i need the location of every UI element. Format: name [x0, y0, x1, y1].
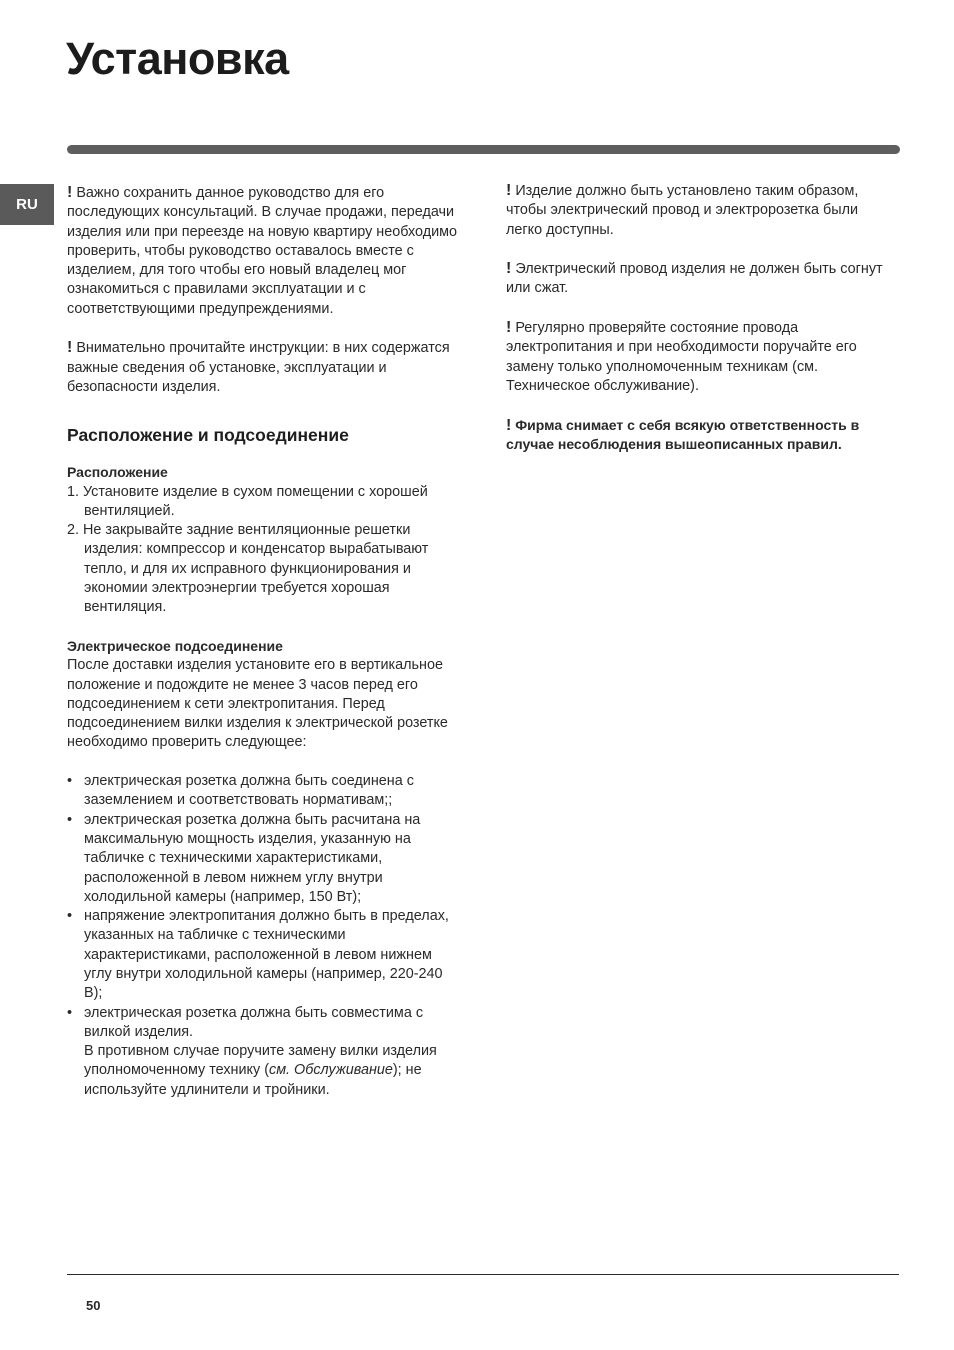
note-text: ); не используйте удлинители и тройники. — [84, 1062, 422, 1098]
list-item — [67, 772, 462, 811]
list-item — [67, 811, 462, 907]
list-item-text: напряжение электропитания должно быть в пределах, указанных на табличке с техническими характеристиками, расположенной в левом нижнем углу внутри холодильной камеры (например, 220-240 В); — [84, 908, 449, 1002]
footer-divider — [67, 1274, 899, 1275]
warning-text: Регулярно проверяйте состояние провода электропитания и при необходимости поручайте его замену только уполномоченным техникам (см. Техническое обслуживание). — [506, 320, 857, 394]
note-text: В противном случае поручите замену вилки изделия уполномоченному технику ( — [84, 1043, 437, 1079]
warning-text: Электрический провод изделия не должен быть согнут или сжат. — [506, 261, 883, 297]
page-title: Установка — [66, 33, 289, 84]
list-item-text: электрическая розетка должна быть расчитана на максимальную мощность изделия, указанную на табличке с техническими характеристиками, расположенной в левом нижнем углу внутри холодильной камеры (например, 150 Вт); — [84, 811, 421, 905]
list-item-text: электрическая розетка должна быть соединена с заземлением и соответствовать нормативам;; — [84, 773, 414, 809]
list-item — [67, 907, 462, 1003]
warning-icon: ! — [506, 416, 512, 434]
list-item: 2. Не закрывайте задние вентиляционные решетки изделия: компрессор и конденсатор вырабатывают тепло, и для их исправного функционирования и экономии электроэнергии требуется хорошая вентиляция. — [67, 522, 429, 616]
warning-text: Изделие должно быть установлено таким образом, чтобы электрический провод и электророзетка были легко доступны. — [506, 183, 859, 238]
title-divider — [67, 145, 900, 154]
list-item: 1. Установите изделие в сухом помещении с хорошей вентиляцией. — [67, 483, 428, 519]
requirements-list — [67, 772, 462, 1100]
bullet-icon: • — [67, 811, 73, 828]
bullet-icon: • — [67, 773, 73, 790]
intro-text: Внимательно прочитайте инструкции: в них содержатся важные сведения об установке, эксплуатации и безопасности изделия. — [67, 340, 450, 395]
warning-icon: ! — [67, 339, 73, 357]
placement-heading: Расположение — [67, 464, 168, 481]
warning-icon: ! — [506, 260, 512, 278]
language-tab: RU — [0, 184, 54, 225]
disclaimer-text: Фирма снимает с себя всякую ответственность в случае несоблюдения вышеописанных правил. — [506, 416, 860, 452]
list-item — [67, 1004, 462, 1100]
bullet-icon: • — [67, 908, 73, 925]
placement-list — [67, 483, 462, 618]
section-heading: Расположение и подсоединение — [67, 425, 349, 446]
disclaimer-paragraph — [506, 416, 896, 455]
intro-text: Важно сохранить данное руководство для его последующих консультаций. В случае продажи, передачи изделия или при переезде на новую квартиру необходимо проверить, чтобы руководство оставалось вместе с изделием, для того чтобы его новый владелец мог ознакомиться с правилами эксплуатации и с соответствующими предупреждениями. — [67, 185, 458, 317]
warning-paragraph — [506, 259, 896, 299]
warning-paragraph — [506, 318, 896, 396]
intro-paragraph — [67, 338, 462, 397]
bullet-icon: • — [67, 1004, 73, 1021]
warning-icon: ! — [67, 184, 73, 201]
see-service-reference: см. Обслуживание — [269, 1062, 393, 1079]
right-column — [506, 181, 896, 473]
warning-icon: ! — [506, 182, 512, 199]
electrical-heading: Электрическое подсоединение — [67, 637, 283, 654]
left-column — [67, 183, 462, 1100]
page-number: 50 — [86, 1298, 101, 1313]
list-item-text: электрическая розетка должна быть совместима с вилкой изделия. — [84, 1004, 424, 1040]
electrical-text: После доставки изделия установите его в вертикальное положение и подождите не менее 3 часов перед его подсоединением к сети электропитания. Перед подсоединением вилки изделия к электрической розетке необходимо проверить следующее: — [67, 657, 448, 751]
intro-paragraph — [67, 183, 462, 319]
warning-icon: ! — [506, 319, 512, 337]
warning-paragraph — [506, 181, 896, 240]
